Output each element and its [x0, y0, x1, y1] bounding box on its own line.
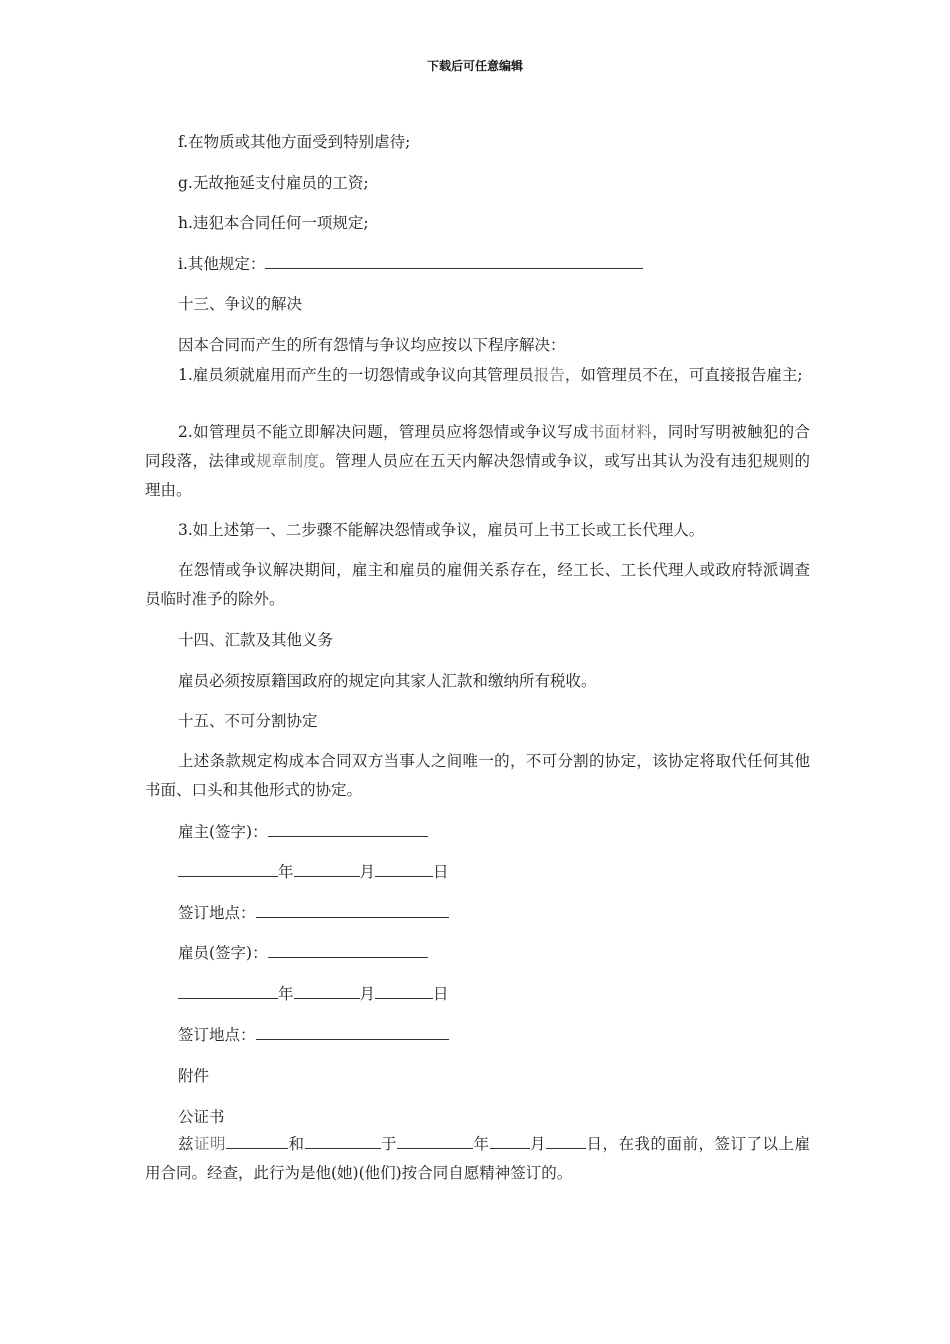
section-13-step-2: [145, 418, 810, 505]
employer-signature-blank[interactable]: [268, 822, 428, 837]
step-2-text-b: ，同时写明被触犯的合同段落，法律或: [145, 423, 810, 470]
employee-place: [178, 1025, 449, 1045]
employer-year-blank[interactable]: [178, 862, 278, 877]
notary-month-blank[interactable]: [490, 1134, 530, 1149]
section-14-body: 雇员必须按原籍国政府的规定向其家人汇款和缴纳所有税收。: [178, 672, 597, 690]
notary-day-blank[interactable]: [546, 1134, 586, 1149]
party-1-blank[interactable]: [226, 1134, 288, 1149]
step-1-link[interactable]: 报告: [533, 366, 565, 384]
notary-year-blank[interactable]: [397, 1134, 473, 1149]
year-label: 年: [278, 863, 294, 881]
employee-date: [178, 984, 449, 1004]
party-2-blank[interactable]: [305, 1134, 381, 1149]
employer-day-blank[interactable]: [375, 862, 433, 877]
employer-signature: [178, 822, 428, 842]
clause-h: h.违犯本合同任何一项规定;: [178, 214, 369, 232]
employee-year-blank[interactable]: [178, 984, 278, 999]
and-label: 和: [288, 1135, 305, 1153]
notary-text-a: 兹: [178, 1135, 194, 1153]
notary-text-b: ，在我的面前，签订了以上雇用合同。经查，此行为是他(她)(他们)按合同自愿精神签订的。: [145, 1135, 810, 1182]
notary-title: 公证书: [178, 1108, 225, 1126]
employee-signature: [178, 943, 428, 963]
section-13-intro: 因本合同而产生的所有怨情与争议均应按以下程序解决：: [178, 336, 566, 354]
clause-i-blank[interactable]: [265, 254, 643, 269]
employee-place-blank[interactable]: [256, 1025, 449, 1040]
year-label: 年: [473, 1135, 490, 1153]
step-2-text-a: 2.如管理员不能立即解决问题，管理员应将怨情或争议写成: [178, 423, 589, 441]
attachment-title: 附件: [178, 1067, 210, 1085]
place-label: 签订地点：: [178, 1026, 256, 1044]
clause-f: f.在物质或其他方面受到特别虐待;: [178, 133, 411, 151]
year-label: 年: [278, 985, 294, 1003]
clause-i: [178, 254, 643, 274]
employer-month-blank[interactable]: [294, 862, 360, 877]
employee-month-blank[interactable]: [294, 984, 360, 999]
employer-place: [178, 903, 449, 923]
employer-date: [178, 862, 449, 882]
month-label: 月: [359, 985, 376, 1003]
section-15-title: 十五、不可分割协定: [178, 712, 318, 730]
step-2-text-c: 。管理人员应在五天内解决怨情或争议，或写出其认为没有违犯规则的理由。: [145, 452, 810, 499]
employee-signature-label: 雇员(签字)：: [178, 944, 268, 962]
step-1-text-a: 1.雇员须就雇用而产生的一切怨情或争议向其管理员: [178, 366, 534, 384]
month-label: 月: [359, 863, 376, 881]
section-13-title: 十三、争议的解决: [178, 295, 303, 313]
employee-signature-blank[interactable]: [268, 943, 428, 958]
day-label: 日: [433, 863, 449, 881]
step-2-link-2[interactable]: 规章制度: [255, 452, 320, 470]
section-13-step-3: 3.如上述第一、二步骤不能解决怨情或争议，雇员可上书工长或工长代理人。: [178, 521, 705, 539]
section-14-title: 十四、汇款及其他义务: [178, 631, 334, 649]
employer-place-blank[interactable]: [256, 903, 449, 918]
employee-day-blank[interactable]: [375, 984, 433, 999]
step-1-text-b: ，如管理员不在，可直接报告雇主;: [564, 366, 803, 384]
at-label: 于: [380, 1135, 397, 1153]
step-2-link-1[interactable]: 书面材料: [588, 423, 653, 441]
page-header-note: 下载后可任意编辑: [426, 59, 523, 73]
place-label: 签订地点：: [178, 904, 256, 922]
day-label: 日: [586, 1135, 603, 1153]
section-13-period: 在怨情或争议解决期间，雇主和雇员的雇佣关系存在，经工长、工长代理人或政府特派调查员临时准予的除外。: [145, 561, 810, 608]
section-15-body: 上述条款规定构成本合同双方当事人之间唯一的，不可分割的协定，该协定将取代任何其他书面、口头和其他形式的协定。: [145, 752, 810, 799]
employer-signature-label: 雇主(签字)：: [178, 823, 268, 841]
day-label: 日: [433, 985, 449, 1003]
notary-link[interactable]: 证明: [194, 1135, 226, 1153]
clause-g: g.无故拖延支付雇员的工资;: [178, 174, 369, 192]
clause-i-label: i.其他规定：: [178, 255, 266, 273]
month-label: 月: [529, 1135, 546, 1153]
notary-body: [145, 1130, 810, 1188]
section-13-step-1: [145, 361, 810, 390]
